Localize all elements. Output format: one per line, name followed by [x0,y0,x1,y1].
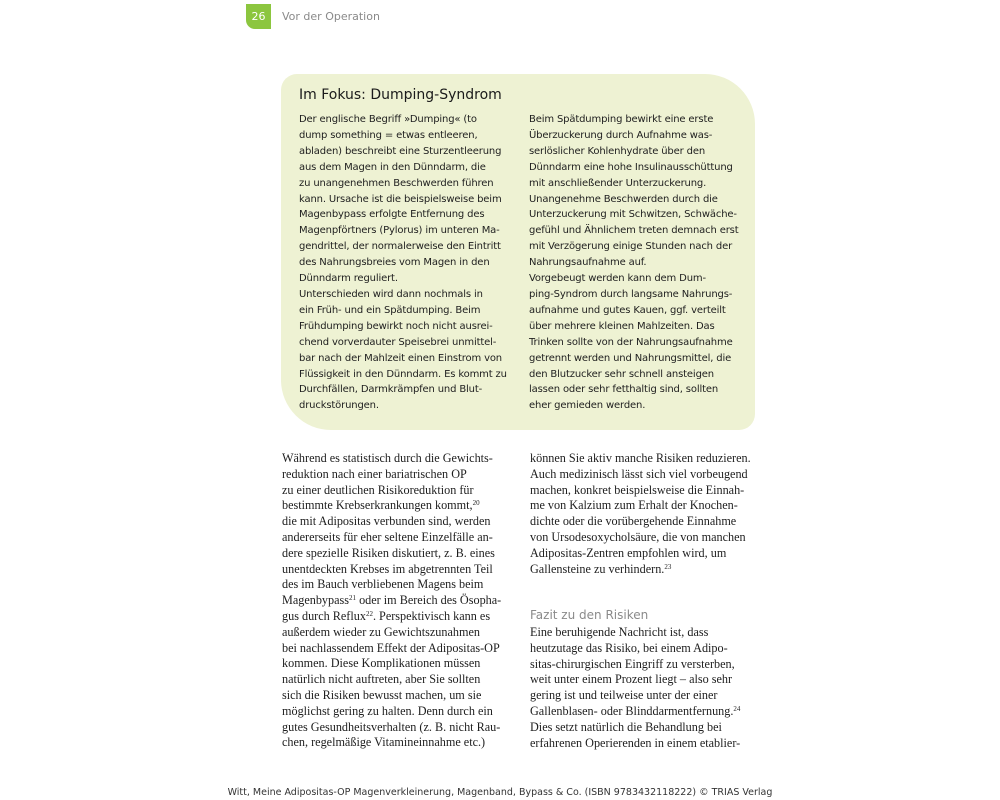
text-line: Eine beruhigende Nachricht ist, dass [530,625,709,639]
text-line: unentdeckten Krebses im abgetrennten Teil [282,561,493,576]
text-line: druckstörungen. [299,400,379,412]
text-line: Adipositas-Zentren empfohlen wird, um [530,545,727,560]
text-line: chend vorverdauter Speisebrei unmittel- [299,336,497,348]
text-line: möglichst gering zu halten. Denn durch ein [282,703,493,718]
text-line: bar nach der Mahlzeit einen Einstrom von [299,352,502,364]
text-line: kommen. Diese Komplikationen müssen [282,656,481,671]
text-line [530,562,762,578]
text-line: zu unangenehmen Beschwerden führen [299,177,494,189]
footnote-ref: 24 [733,704,741,713]
text-line: des im Bauch verbliebenen Magens beim [282,577,484,592]
text-line: gendrittel, der normalerweise den Eintritt [299,241,501,253]
text-line: dump something = etwas entleeren, [299,129,478,141]
text-line: Frühdumping bewirkt noch nicht ausrei- [299,320,493,332]
text-line: bei nachlassendem Effekt der Adipositas-OP [282,640,500,655]
footnote-ref: 23 [664,562,672,571]
text-line: aus dem Magen in den Dünndarm, die [299,161,486,173]
text-line: natürlich nicht auftreten, aber Sie sollten [282,672,481,687]
text-line [282,498,522,514]
text-line: gering ist und teilweise unter der einer [530,688,718,703]
section-title: Vor der Operation [282,10,380,23]
text-line: Überzuckerung durch Aufnahme was- [529,129,713,141]
body-text-right-column [530,451,762,577]
text-line: den Blutzucker sehr schnell ansteigen [529,368,714,380]
text-line: andererseits für eher seltene Einzelfälle an- [282,529,493,544]
text-fragment: oder im Bereich des Ösopha- [356,593,502,608]
text-line: lassen oder sehr fetthaltig sind, sollten [529,384,719,396]
fazit-text [530,625,762,751]
text-line: Dünndarm eine hohe Insulinausschüttung [529,161,733,173]
text-line: Magenpförtners (Pylorus) im unteren Ma- [299,225,500,237]
text-line: Flüssigkeit in den Dünndarm. Es kommt zu [299,368,507,380]
text-line: heutzutage das Risiko, bei einem Adipo- [530,640,728,655]
text-line: mit Verzögerung einige Stunden nach der [529,241,733,253]
footnote-ref: 20 [472,499,480,508]
text-line: Der englische Begriff »Dumping« (to [299,114,477,125]
text-line: Magenbypass erfolgte Entfernung des [299,209,485,221]
text-fragment: Magenbypass [282,593,350,608]
text-line: zu einer deutlichen Risikoreduktion für [282,482,474,497]
text-line: sich die Risiken bewusst machen, um sie [282,687,482,702]
focus-box-left-column [299,112,521,414]
footnote-ref: 21 [349,594,357,603]
text-line: Unterzuckerung mit Schwitzen, Schwäche- [529,209,737,221]
body-text-left-column [282,451,522,751]
text-line: von Ursodesoxycholsäure, die von manchen [530,529,746,544]
footer-citation: Witt, Meine Adipositas-OP Magenverkleinerung, Magenband, Bypass & Co. (ISBN 9783432118222) © TRIAS Verlag [227,787,773,798]
text-line: me von Kalzium zum Erhalt der Knochen- [530,498,738,513]
text-line: chen, regelmäßige Vitamineinnahme etc.) [282,735,486,750]
text-line: Auch medizinisch lässt sich viel vorbeugend [530,466,748,481]
text-line: gefühl und Ähnlichem treten demnach erst [529,225,739,237]
text-line [282,593,522,609]
text-line: Beim Spätdumping bewirkt eine erste [529,114,714,125]
text-line: Nahrungsaufnahme auf. [529,257,647,269]
text-line: Dies setzt natürlich die Behandlung bei [530,719,722,734]
page-number-badge: 26 [246,4,271,29]
text-line: machen, konkret beispielsweise die Einnah- [530,482,745,497]
text-fragment: . Perspektivisch kann es [372,608,491,623]
text-line [282,609,522,625]
text-line [530,704,762,720]
text-line: über mehrere kleinen Mahlzeiten. Das [529,320,715,332]
text-line: Trinken sollte von der Nahrungsaufnahme [529,336,733,348]
text-line: Dünndarm reguliert. [299,273,398,285]
text-line: aufnahme und gutes Kauen, ggf. verteilt [529,304,726,316]
text-line: Unangenehme Beschwerden durch die [529,193,718,205]
text-line: Durchfällen, Darmkrämpfen und Blut- [299,384,483,396]
text-fragment: Gallensteine zu verhindern. [530,561,665,576]
text-line: ein Früh- und ein Spätdumping. Beim [299,304,481,316]
text-line: gutes Gesundheitsverhalten (z. B. nicht Rau- [282,719,501,734]
text-line: erfahrenen Operierenden in einem etablier- [530,735,741,750]
focus-box-right-column [529,112,749,414]
text-fragment: bestimmte Krebserkrankungen kommt, [282,498,473,513]
text-line: getrennt werden und Nahrungsmittel, die [529,352,732,364]
footnote-ref: 22 [365,609,373,618]
text-line: Während es statistisch durch die Gewichts- [282,451,493,465]
text-line: abladen) beschreibt eine Sturzentleerung [299,145,502,157]
text-line: dere spezielle Risiken diskutiert, z. B. eines [282,545,495,560]
text-line: Unterschieden wird dann nochmals in [299,288,483,300]
text-line: kann. Ursache ist die beispielsweise beim [299,193,502,205]
text-line: des Nahrungsbreies vom Magen in den [299,257,490,269]
text-line: serlöslicher Kohlenhydrate über den [529,145,706,157]
text-line: ping-Syndrom durch langsame Nahrungs- [529,288,733,300]
text-line: eher gemieden werden. [529,400,646,412]
text-line: außerdem wieder zu Gewichtszunahmen [282,624,480,639]
text-line: Vorgebeugt werden kann dem Dum- [529,273,706,285]
text-line: können Sie aktiv manche Risiken reduzieren. [530,451,751,465]
fazit-heading: Fazit zu den Risiken [530,608,649,622]
text-line: weit unter einem Prozent liegt – also sehr [530,672,733,687]
text-line: dichte oder die vorübergehende Einnahme [530,514,737,529]
text-line: die mit Adipositas verbunden sind, werden [282,514,491,529]
text-line: sitas-chirurgischen Eingriff zu versterben, [530,656,735,671]
focus-box-title: Im Fokus: Dumping-Syndrom [299,87,502,103]
text-fragment: gus durch Reflux [282,608,366,623]
text-line: mit anschließender Unterzuckerung. [529,177,707,189]
text-fragment: Gallenblasen- oder Blinddarmentfernung. [530,703,734,718]
text-line: reduktion nach einer bariatrischen OP [282,466,467,481]
